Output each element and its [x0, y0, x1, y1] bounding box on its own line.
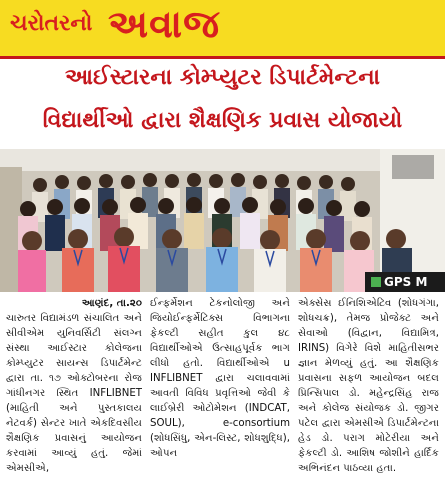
article-text-column-3: એક્સેસ ઈનિશિએટિવ (શોધગંગા, શોધચક્ર), તેમજ પ્રોજેક્ટ અને સેવાઓ (વિદ્વાન, વિદ્યામિત્ર, IRINS) વિગેરે વિશે માહિતીસભર જ્ઞાન મેળવ્યું હતું. આ શૈક્ષણિક પ્રવાસના સફળ આયોજન બદલ પ્રિન્સિપાલ ડો. મહેન્દ્રસિંહ રાજ અને કોલેજ સંયોજક ડો. જીગર પટેલ દ્વારા એમસીએ ડિપાર્ટમેન્ટના હેડ ડો. પરાગ મોટેરીયા અને ફેકલ્ટી ડો. આશિષ જોશીને હાર્દિક અભિનંદન પાઠવ્યા હતા.: [298, 298, 439, 474]
photo-watermark: [365, 272, 445, 292]
article-text-column-1: ચારુતર વિદ્યામંડળ સંચાલિત અને સીવીએમ યુનિવર્સિટી સંલગ્ન સંસ્થા આઈસ્ટાર કોલેજના કોમ્પ્યુટર સાયન્સ ડિપાર્ટમેન્ટ દ્વારા તા. ૧૭ ઓક્ટોબરના રોજ ગાંધીનગર સ્થિત INFLIBNET (માહિતી અને પુસ્તકાલય નેટવર્ક) સેન્ટર ખાતે એકદિવસીય શૈક્ષણિક પ્રવાસનું આયોજન કરવામાં આવ્યું હતું. જેમાં એમસીએ,: [6, 313, 142, 474]
dateline: આણંદ, તા.૨૦: [81, 298, 142, 309]
group-photo: [0, 149, 445, 292]
group-photo-illustration: [0, 149, 445, 292]
headline: [0, 59, 445, 149]
masthead: [0, 0, 445, 56]
map-pin-icon: [371, 277, 381, 287]
masthead-title: અવાજ: [108, 2, 221, 46]
article-column-2: [150, 296, 290, 487]
article-column-3: [298, 296, 439, 487]
article-column-1: [6, 296, 142, 487]
watermark-text: GPS M: [384, 275, 428, 289]
headline-line-2: વિદ્યાર્થીઓ દ્વારા શૈક્ષણિક પ્રવાસ યોજાયો: [42, 108, 403, 133]
article-text-column-2: ઈન્ફર્મેશન ટેકનોલોજી અને જિયોઈન્ફર્મેટિક્સ વિભાગના ફેકલ્ટી સહીત કુલ ૪૮ વિદ્યાર્થીઓએ ઉત્સાહપૂર્વક ભાગ લીધો હતો. વિદ્યાર્થીઓએ u INFLIBNET દ્વારા ચલાવવામાં આવતી વિવિધ પ્રવૃત્તિઓ જેવી કે લાઈબ્રેરી ઓટોમેશન (INDCAT, SOUL), e-consortium (શોધસિંધુ, એન-લિસ્ટ, શોધશુદ્ધિ), ઓપન: [150, 298, 290, 459]
masthead-small-text: ચરોતરનો: [10, 11, 93, 36]
headline-line-1: આઈસ્ટારના કોમ્પ્યુટર ડિપાર્ટમેન્ટના: [64, 65, 381, 90]
